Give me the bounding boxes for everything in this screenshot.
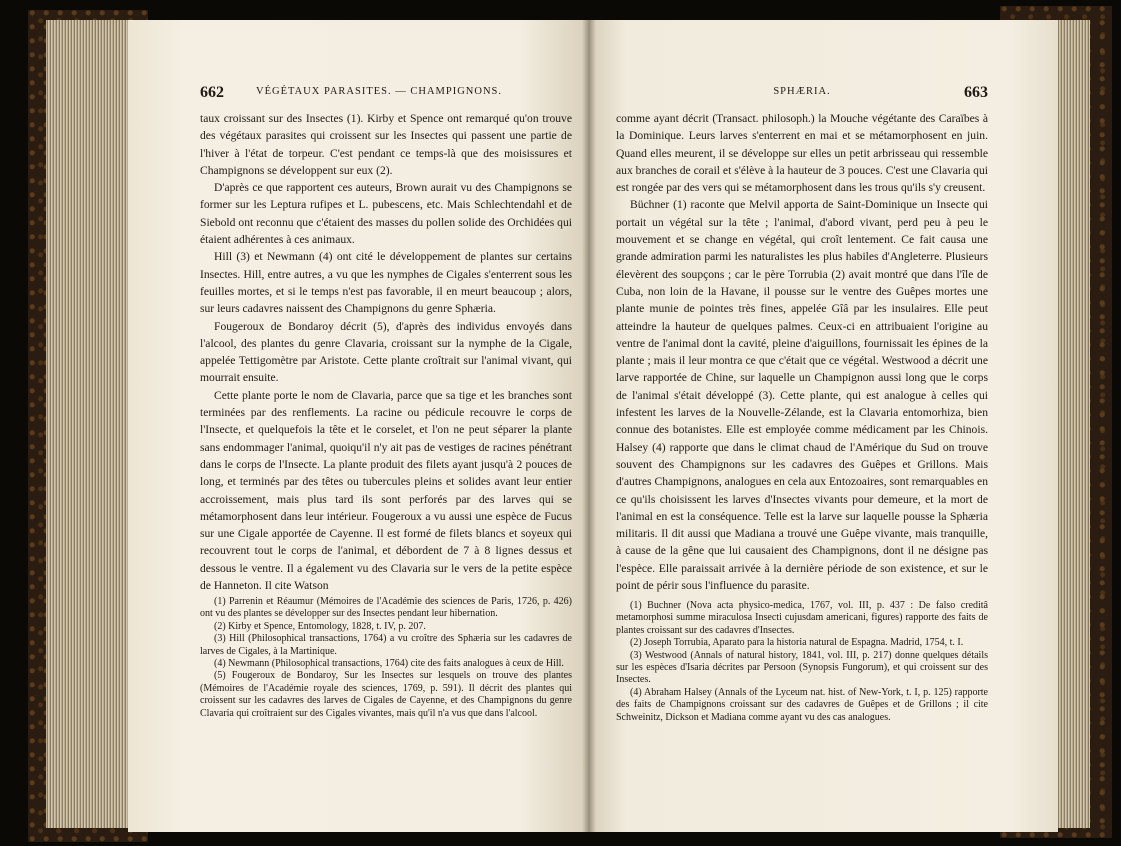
footnotes-right: [616, 600, 988, 724]
footnote: (3) Hill (Philosophical transactions, 1764) a vu croître des Sphæria sur les cadavres de larves de Cigales, à la Martinique.: [200, 633, 572, 657]
right-page: [588, 20, 1058, 832]
page-number-right: 663: [964, 84, 988, 101]
running-head-left: [200, 86, 572, 102]
page-edges-left: [46, 20, 136, 828]
footnotes-left: [200, 596, 572, 720]
footnote: (2) Kirby et Spence, Entomology, 1828, t. IV, p. 207.: [214, 620, 426, 632]
book-gutter: [582, 20, 596, 832]
footnote: (5) Fougeroux de Bondaroy, Sur les Insectes sur lesquels on trouve des plantes (Mémoires de l'Académie royale des sciences, 1769, p. 591). Il décrit des plantes qui croissent sur les cadavres des larves de Cigales de Cayenne, et des Champignons du genre Clavaria qui croîtraient sur des Cigales vivantes, mais qu'il n'a vus que dans l'alcool.: [200, 670, 572, 719]
footnote: (1) Parrenin et Réaumur (Mémoires de l'Académie des sciences de Paris, 1726, p. 426) ont vu des plantes se développer sur des Insectes pendant leur hibernation.: [200, 596, 572, 620]
paragraph: comme ayant décrit (Transact. philosoph.) la Mouche végétante des Caraïbes à la Dominique. Leurs larves s'enterrent en mai et se métamorphosent en juin. Quand elles meurent, il se développe sur elles un petit arbrisseau qui ressemble aux branches de corail et s'élève à la hauteur de 3 pouces. C'est une Clavaria qui est rongée par des vers qui se métamorphosent dans les trous qu'ils s'y creusent.: [616, 112, 988, 195]
paragraph: Fougeroux de Bondaroy décrit (5), d'après des individus envoyés dans l'alcool, des plantes du genre Clavaria, croissant sur la nymphe de la Cigale, appelée Tettigomètre par Aristote. Cette plante croîtrait sur l'animal vivant, qui mourrait ensuite.: [200, 319, 572, 385]
paragraph: Büchner (1) raconte que Melvil apporta de Saint-Dominique un Insecte qui portait un végétal sur la tête ; l'animal, d'abord vivant, perd peu à peu le mouvement et se change en végétal, qui croît lentement. Ce fait causa une grande admiration parmi les naturalistes les plus habiles d'Angleterre. Plusieurs élevèrent des soupçons ; car le père Torrubia (2) avait montré que dans l'île de Cuba, non loin de la Havane, il pousse sur le ventre des Guêpes mortes une plante munie de pointes très fines, appelée Gîâ par les insulaires. Elle peut atteindre la hauteur de quelques palmes. Ceux-ci en attribuaient l'origine au ventre de l'animal dont la cavité, pleine d'aiguillons, fournissait les épines de la plante ; mais il leur montra ce que c'était que ce végétal. Westwood a décrit une larve rapportée de Chine, sur laquelle un Champignon aussi long que le corps de l'animal s'était développé (3). Cette plante, qui est analogue à celles qui infestent les larves de la Nouvelle-Zélande, est la Clavaria entomorhiza, bien connue des botanistes. Elle est employée comme médicament par les Chinois. Halsey (4) rapporte que dans le climat chaud de l'Amérique du Sud on trouve souvent des Champignons sur les cadavres des Guêpes et Grillons. Mais d'autres Champignons, analogues en cela aux Entozoaires, sont remarquables en ce qu'ils choisissent les larves d'Insectes vivants pour demeure, et la mort de l'animal en est la conséquence. Telle est la larve sur laquelle pousse la Sphæria militaris. Il dit aussi que Madiana a trouvé une Guêpe vivante, mais tranquille, à cause de la gêne que lui causaient des Champignons, dont il ne désigne pas l'espèce. Elle paraissait arrivée à la dernière période de son existence, et sur le point de périr sous l'influence du parasite.: [616, 198, 989, 593]
page-edges-right: [1054, 20, 1090, 828]
paragraph: Cette plante porte le nom de Clavaria, parce que sa tige et les branches sont terminées par des renflements. La racine ou pédicule recouvre le corps de l'Insecte, et quelquefois la tête et le corselet, et l'on ne peut séparer la plante sans endommager l'animal, quoiqu'il n'y ait pas de vestiges de racines pénétrant dans le corps de l'Insecte. La plante produit des filets ayant jusqu'à 2 pouces de long, et terminés par des têtes ou tubercules pleins et solides avant leur entier accroissement, mais plus tard ils sont perforés par des larves qui se métamorphosent dans leur intérieur. Fougeroux a vu aussi une espèce de Fucus sur une Cigale apportée de Cayenne. Il est formé de filets blancs et soyeux qui recouvrent tout le corps de l'animal, et débordent de 7 à 8 lignes dessus et dessous le ventre. Il a également vu des Clavaria sur le vers de la petite espèce de Hanneton. Il cite Watson: [200, 388, 572, 593]
running-head-right: [616, 86, 988, 102]
footnote: (3) Westwood (Annals of natural history, 1841, vol. III, p. 217) donne quelques détails sur les espèces d'Isaria décrites par Persoon (Synopsis Fungorum), et qui croissent sur des Insectes.: [616, 649, 988, 686]
paragraph: Hill (3) et Newmann (4) ont cité le développement de plantes sur certains Insectes. Hill, entre autres, a vu que les nymphes de Cigales s'enterrent sous les feuilles mortes, et si le temps n'est pas favorable, il en meurt beaucoup ; alors, sur leurs cadavres naissent des Champignons du genre Sphæria.: [200, 250, 572, 316]
running-title-right: SPHÆRIA.: [773, 86, 831, 97]
paragraph: D'après ce que rapportent ces auteurs, Brown aurait vu des Champignons se former sur les Leptura rufipes et L. pubescens, etc. Mais Schlechtendahl et de Siebold ont reconnu que c'étaient des masses du pollen solide des Orchidées qui étaient adhérentes à ces animaux.: [200, 181, 572, 247]
page-number-left: 662: [200, 84, 224, 101]
footnote: (2) Joseph Torrubia, Aparato para la historia natural de Espagna. Madrid, 1754, t. I.: [630, 637, 964, 649]
footnote: (4) Abraham Halsey (Annals of the Lyceum nat. hist. of New-York, t. I, p. 125) rapporte des faits de Champignons croissant sur des cadavres de Guêpes et de Grillons ; il cite Schweinitz, Dickson et Madiana comme ayant vu des cas analogues.: [616, 686, 988, 723]
footnote: (4) Newmann (Philosophical transactions, 1764) cite des faits analogues à ceux de Hill.: [214, 658, 564, 670]
footnote: (1) Buchner (Nova acta physico-medica, 1767, vol. III, p. 437 : De falso creditâ metamorphosi summe miraculosa Insecti cujusdam americani, figures) rapporte des faits de plantes croissant sur des cadavres d'Insectes.: [616, 600, 988, 636]
paragraph: taux croissant sur des Insectes (1). Kirby et Spence ont remarqué qu'on trouve des végétaux parasites qui croissent sur les Insectes qui passent une partie de l'hiver à l'état de torpeur. C'est pendant ce temps-là que des moisissures et Champignons se développent sur eux (2).: [200, 112, 572, 177]
body-text-left: [200, 110, 572, 594]
left-page: [128, 20, 588, 832]
body-text-right: [616, 110, 988, 594]
running-title-left: VÉGÉTAUX PARASITES. — CHAMPIGNONS.: [256, 86, 502, 97]
